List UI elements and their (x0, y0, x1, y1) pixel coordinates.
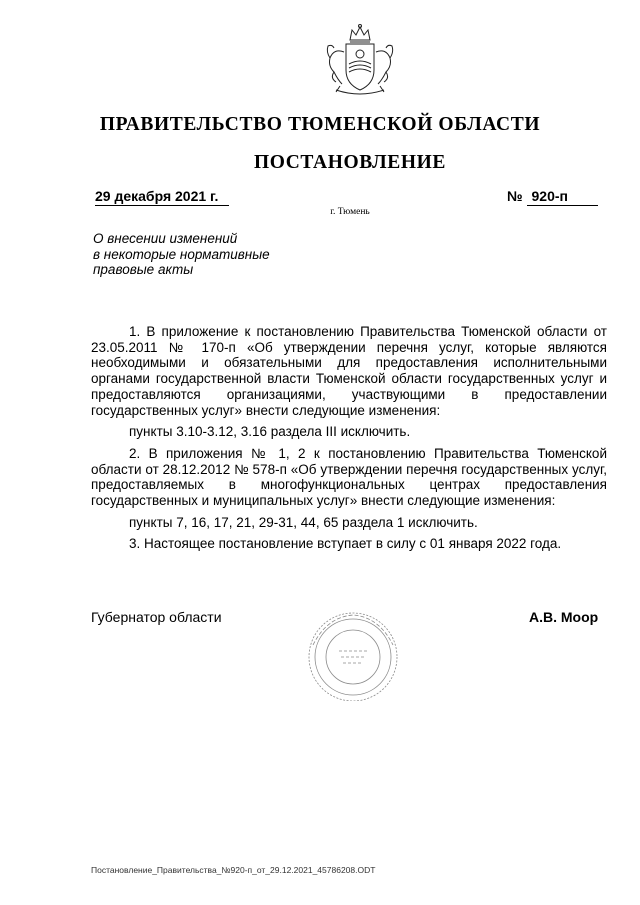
city-label: г. Тюмень (330, 207, 370, 217)
subject-line: О внесении изменений (93, 231, 238, 246)
number-sign: № (507, 188, 523, 204)
document-subject (93, 231, 303, 278)
body-paragraph-3: 2. В приложения № 1, 2 к постановлению Правительства Тюменской области от 28.12.2012 № 578-п «Об утверждении перечня государственных услуг, предоставляемых в многофункциональных центрах предоставления государственных и муниципальных услуг» внести следующие изменения: (91, 445, 607, 509)
body-paragraph-2: пункты 3.10-3.12, 3.16 раздела III исключить. (129, 424, 411, 440)
signatory-name: А.В. Моор (529, 609, 599, 625)
subject-line: правовые акты (93, 262, 194, 277)
document-date: 29 декабря 2021 г. (95, 188, 229, 206)
body-paragraph-1: 1. В приложение к постановлению Правительства Тюменской области от 23.05.2011 № 170-п «Об утверждении перечня услуг, которые являются необходимыми и обязательными для предоставления исполнительными органами государственной власти Тюменской области государственных услуг и предоставляются организациями, участвующими в предоставлении государственных услуг» внести следующие изменения: (91, 324, 607, 418)
document-type-title: ПОСТАНОВЛЕНИЕ (253, 152, 447, 173)
body-paragraph-5: 3. Настоящее постановление вступает в силу с 01 января 2022 года. (129, 536, 562, 552)
document-number-block (507, 188, 598, 206)
signatory-position: Губернатор области (91, 609, 222, 625)
document-body (91, 324, 607, 558)
subject-line: в некоторые нормативные (93, 246, 270, 262)
document-number: 920-п (527, 188, 598, 206)
government-title: ПРАВИТЕЛЬСТВО ТЮМЕНСКОЙ ОБЛАСТИ (99, 114, 541, 135)
coat-of-arms-emblem (316, 22, 404, 100)
footer-filename: Постановление_Правительства_№920-п_от_29.12.2021_45786208.ODT (91, 865, 376, 875)
official-seal-stamp (287, 607, 417, 701)
body-paragraph-4: пункты 7, 16, 17, 21, 29-31, 44, 65 раздела 1 исключить. (129, 514, 478, 530)
